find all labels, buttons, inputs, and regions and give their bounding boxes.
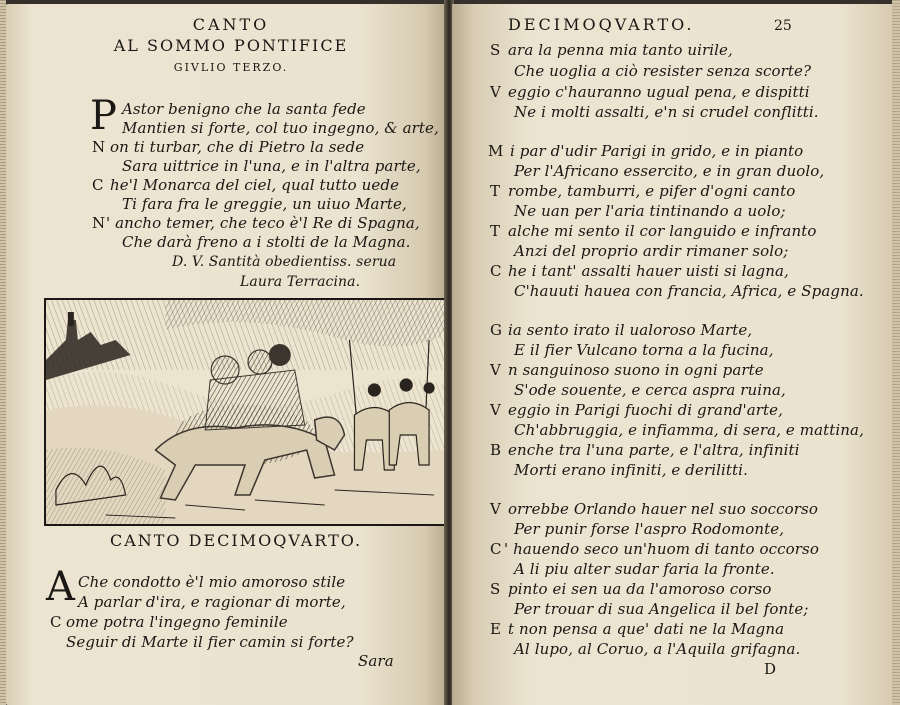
- line-initial: V: [490, 401, 501, 419]
- line-initial: N: [92, 214, 106, 232]
- line-initial: B: [490, 441, 502, 459]
- verse-line: Per l'Africano essercito, e in gran duolo,: [514, 162, 825, 180]
- line-initial: C: [490, 540, 502, 558]
- verse-line: Anzi del proprio ardir rimaner solo;: [514, 242, 789, 260]
- verse-line: A li piu alter sudar faria la fronte.: [514, 560, 775, 578]
- dedication-subtitle: GIVLIO TERZO.: [173, 61, 289, 74]
- line-initial: V: [490, 361, 501, 379]
- verse-line: A parlar d'ira, e ragionar di morte,: [78, 593, 346, 611]
- line-initial: N: [92, 138, 106, 156]
- woodcut-battle-scene-icon: [46, 300, 444, 524]
- verse-line: Ch'abbruggia, e infiamma, di sera, e mattina,: [514, 421, 864, 439]
- verse-line: he i tant' assalti hauer uisti si lagna,: [508, 262, 789, 280]
- signature-mark: D: [764, 660, 777, 678]
- right-running-header: DECIMOQVARTO.: [508, 15, 695, 34]
- verse-line: Per trouar di sua Angelica il bel fonte;: [514, 600, 809, 618]
- line-initial: C: [92, 176, 104, 194]
- verse-line: Al lupo, al Coruo, a l'Aquila grifagna.: [514, 640, 801, 658]
- verse-line: Che uoglia a ciò resister senza scorte?: [514, 62, 812, 80]
- verse-line: rombe, tamburri, e pifer d'ogni canto: [508, 182, 796, 200]
- line-initial: C: [50, 613, 62, 631]
- line-initial: T: [490, 222, 501, 240]
- verse-line: n sanguinoso suono in ogni parte: [508, 361, 764, 379]
- verse-line: pinto ei sen ua da l'amoroso corso: [508, 580, 772, 598]
- verse-line: ara la penna mia tanto uirile,: [508, 41, 733, 59]
- sonnet-line: Sara uittrice in l'una, e in l'altra parte,: [122, 157, 421, 175]
- canto-title: CANTO DECIMOQVARTO.: [109, 531, 363, 550]
- verse-line: ' hauendo seco un'huom di tanto occorso: [504, 540, 819, 558]
- drop-cap-initial: P: [90, 93, 117, 139]
- sonnet-line: Astor benigno che la santa fede: [122, 100, 366, 118]
- verse-line: ia sento irato il ualoroso Marte,: [508, 321, 753, 339]
- verse-line: eggio c'hauranno ugual pena, e dispitti: [508, 83, 810, 101]
- sonnet-line: Ti fara fra le greggie, un uiuo Marte,: [122, 195, 407, 213]
- sonnet-line: on ti turbar, che di Pietro la sede: [110, 138, 365, 156]
- drop-cap-initial: A: [46, 564, 75, 610]
- dedication-title: AL SOMMO PONTIFICE: [113, 36, 349, 55]
- sonnet-line: Mantien si forte, col tuo ingegno, & arte,: [122, 119, 439, 137]
- line-initial: V: [490, 500, 501, 518]
- verse-line: ome potra l'ingegno feminile: [66, 613, 288, 631]
- verse-line: C'hauuti hauea con francia, Africa, e Spagna.: [514, 282, 864, 300]
- line-initial: G: [490, 321, 502, 339]
- line-initial: E: [490, 620, 501, 638]
- verse-line: alche mi sento il cor languido e infranto: [508, 222, 817, 240]
- verse-line: S'ode souente, e cerca aspra ruina,: [514, 381, 786, 399]
- page-edges-right: [892, 0, 900, 705]
- verse-line: E il fier Vulcano torna a la fucina,: [514, 341, 774, 359]
- verse-line: eggio in Parigi fuochi di grand'arte,: [508, 401, 784, 419]
- left-running-header: CANTO: [192, 15, 270, 34]
- author-name: Laura Terracina.: [240, 274, 361, 290]
- woodcut-illustration: [44, 298, 446, 526]
- line-initial: C: [490, 262, 502, 280]
- verse-line: orrebbe Orlando hauer nel suo soccorso: [508, 500, 818, 518]
- verse-line: Per punir forse l'aspro Rodomonte,: [514, 520, 785, 538]
- verse-line: Ne i molti assalti, e'n si crudel conflitti.: [514, 103, 819, 121]
- right-page: [452, 4, 892, 705]
- verse-line: enche tra l'una parte, e l'altra, infiniti: [508, 441, 800, 459]
- line-initial: S: [490, 41, 501, 59]
- signature-line: D. V. Santità obedientiss. serua: [172, 254, 397, 270]
- line-initial: V: [490, 83, 501, 101]
- verse-line: Morti erano infiniti, e derilitti.: [514, 461, 748, 479]
- page-number: 25: [774, 18, 792, 34]
- sonnet-line: he'l Monarca del ciel, qual tutto uede: [110, 176, 400, 194]
- verse-line: i par d'udir Parigi in grido, e in pianto: [510, 142, 804, 160]
- verse-line: Ne uan per l'aria tintinando a uolo;: [514, 202, 786, 220]
- line-initial: S: [490, 580, 501, 598]
- verse-line: Seguir di Marte il fier camin si forte?: [66, 633, 354, 651]
- catchword: Sara: [358, 652, 394, 670]
- line-initial: M: [488, 142, 504, 160]
- line-initial: T: [490, 182, 501, 200]
- sonnet-line: ' ancho temer, che teco è'l Re di Spagna,: [106, 214, 420, 232]
- left-page: [6, 4, 446, 705]
- verse-line: t non pensa a que' dati ne la Magna: [508, 620, 785, 638]
- verse-line: Che condotto è'l mio amoroso stile: [78, 573, 346, 591]
- sonnet-line: Che darà freno a i stolti de la Magna.: [122, 233, 411, 251]
